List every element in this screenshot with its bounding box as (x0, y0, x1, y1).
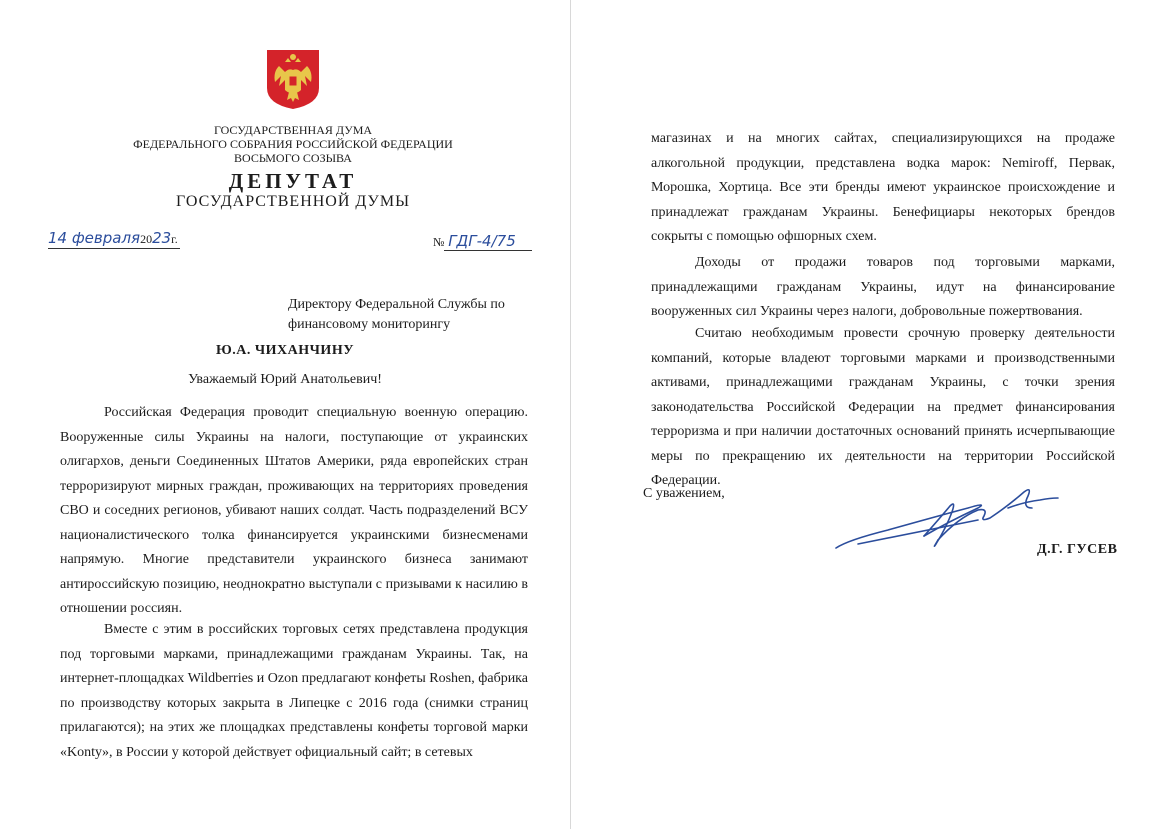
header-line-3: ВОСЬМОГО СОЗЫВА (234, 151, 352, 165)
number-value: ГДГ-4/75 (448, 232, 516, 250)
header-title: ДЕПУТАТ (228, 169, 358, 193)
header-line-1: ГОСУДАРСТВЕННАЯ ДУМА (213, 123, 373, 137)
letter-date (48, 229, 178, 248)
addressee-line-1: Директору Федеральной Службы по (288, 297, 505, 312)
paragraph-2: Вместе с этим в российских торговых сетях представлена продукция под торговыми марками, принадлежащими гражданам Украины. Так, на интернет-площадках Wildberries и Ozon предлагают конфеты Roshen, фабрика по производству которых закрыта в Липецке с 2016 года (снимки страниц прилагаются); на этих же площадках представлены конфеты торговой марки «Konty», в России у которой действует официальный сайт; в сетевых (60, 622, 528, 760)
number-underline (444, 250, 532, 251)
date-year-prefix: 20 (140, 232, 153, 246)
date-year-suffix: 23 (152, 229, 172, 247)
paragraph-1: Российская Федерация проводит специальную военную операцию. Вооруженные силы Украины на налоги, поступающие от украинских олигархов, деньги Соединенных Штатов Америки, ряда европейских стран терроризируют мирных граждан, проживающих на территориях проведения СВО и соседних регионов, убивают наших солдат. Часть подразделений ВСУ националистического толка финансируется украинскими бизнесменами напрямую. Многие представители украинского бизнеса занимают антироссийскую позицию, неоднократно выступали с призывами к насилию в отношении россиян. (60, 405, 528, 616)
addressee-line-2: финансовому мониторингу (288, 317, 451, 332)
paragraph-5: Считаю необходимым провести срочную проверку деятельности компаний, которые владеют торговыми марками и производственными активами, принадлежащими гражданам Украины, с точки зрения законодательства Российской Федерации на предмет финансирования терроризма и при наличии достаточных оснований принять исчерпывающие меры по прекращению их деятельности на территории Российской Федерации. (651, 326, 1115, 488)
letter-page-1 (0, 0, 571, 829)
recipient-name: Ю.А. ЧИХАНЧИНУ (216, 343, 354, 358)
paragraph-4: Доходы от продажи товаров под торговыми марками, принадлежащими гражданам Украины, идут на финансирование вооруженных сил Украины через налоги, добровольные пожертвования. (651, 255, 1115, 319)
paragraph-3: магазинах и на многих сайтах, специализирующихся на продаже алкогольной продукции, представлена водка марок: Nemiroff, Первак, Морошка, Хортица. Все эти бренды имеют украинское происхождение и принадлежат гражданам Украины. Бенефициары некоторых брендов сокрыты с помощью офшорных схем. (651, 131, 1115, 244)
signer-name: Д.Г. ГУСЕВ (1037, 542, 1118, 557)
date-day-month: 14 февраля (48, 229, 141, 247)
greeting: Уважаемый Юрий Анатольевич! (188, 372, 382, 387)
date-abbr: г. (171, 232, 178, 246)
addressee-block (288, 295, 548, 335)
letter-number (433, 232, 516, 251)
number-label: № (433, 235, 445, 249)
closing-phrase: С уважением, (643, 486, 725, 501)
coat-of-arms-icon (265, 48, 321, 110)
signature-icon (828, 478, 1060, 556)
header-subtitle: ГОСУДАРСТВЕННОЙ ДУМЫ (175, 193, 411, 210)
date-underline (48, 248, 180, 249)
header-line-2: ФЕДЕРАЛЬНОГО СОБРАНИЯ РОССИЙСКОЙ ФЕДЕРАЦИИ (133, 137, 453, 151)
